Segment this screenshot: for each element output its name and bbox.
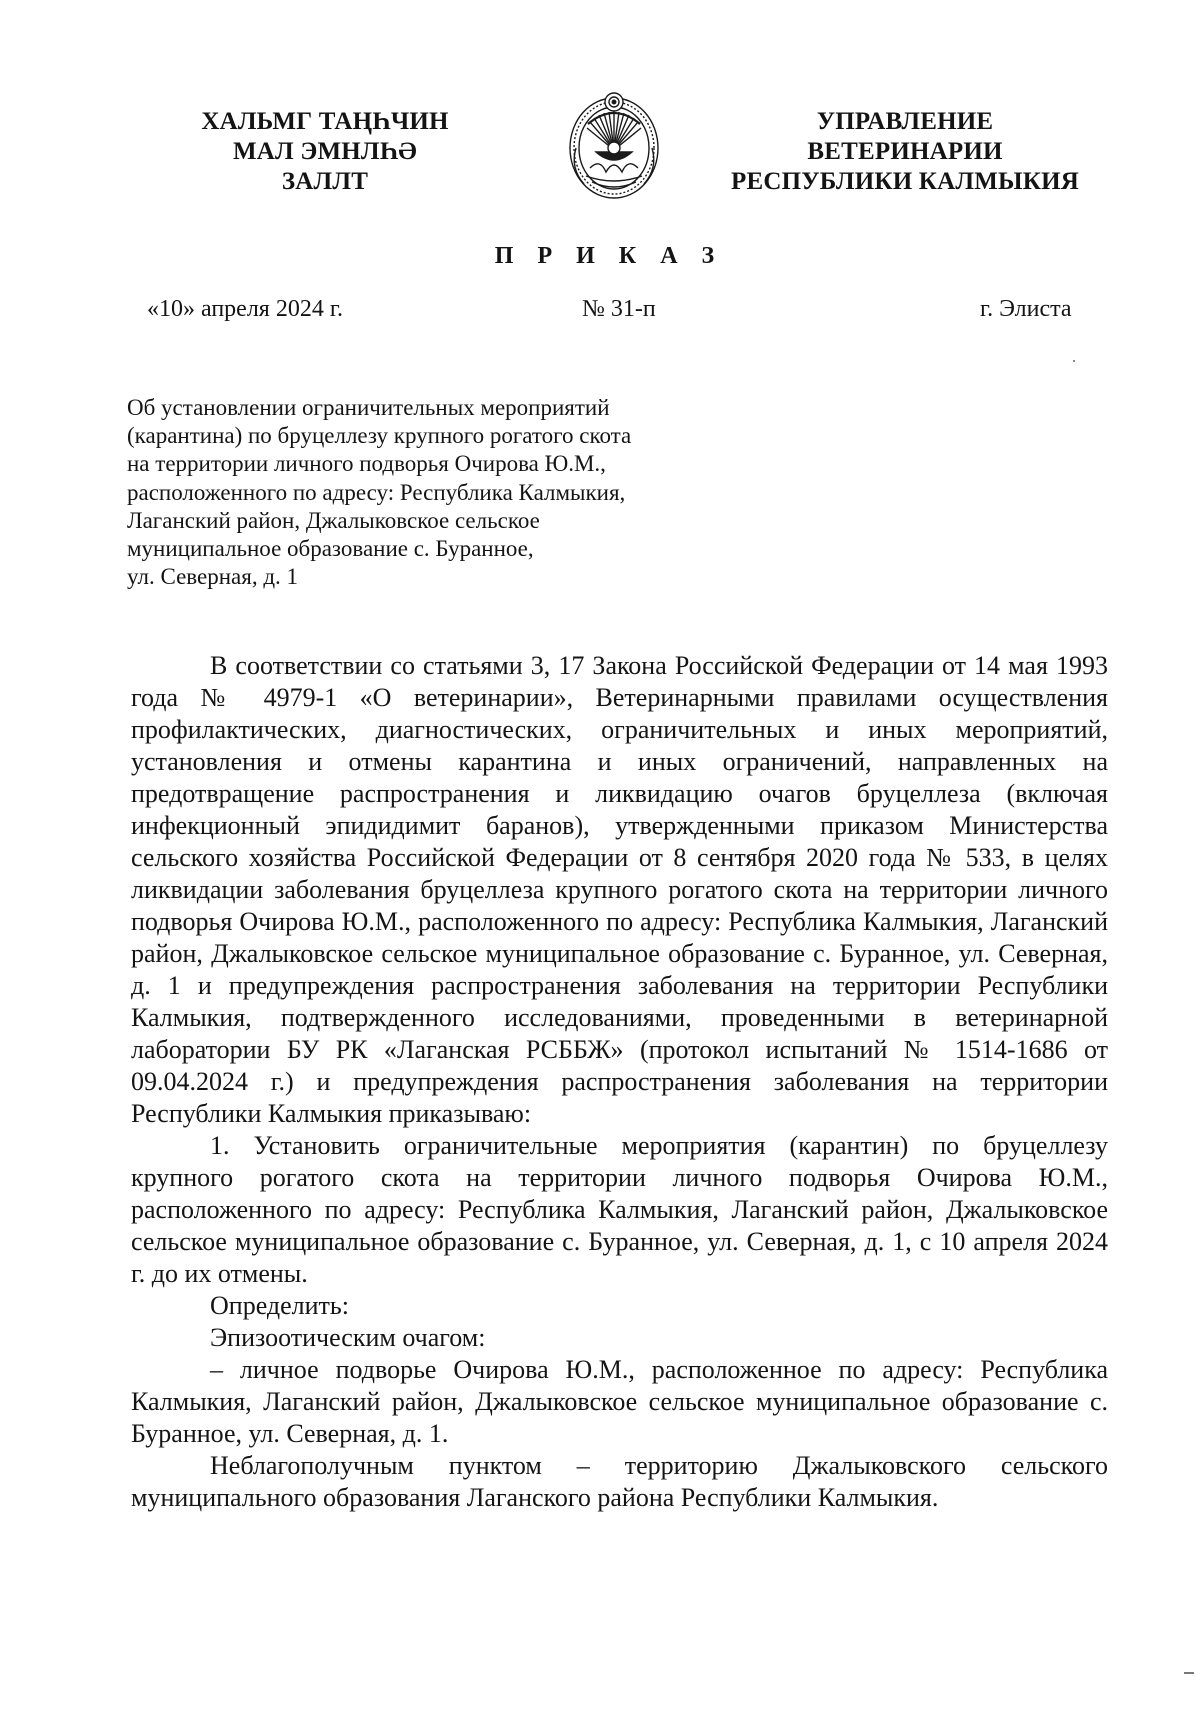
preamble-paragraph: В соответствии со статьями 3, 17 Закона Российской Федерации от 14 мая 1993 года № 4979-1 «О ветеринарии», Ветеринарными правилами осуществления профилактических, диагностических, ограничительных и иных мероприятий, установления и отмены карантина и иных ограничений, направленных на предотвращение распространения и ликвидацию очагов бруцеллеза (включая инфекционный эпидидимит баранов), утвержденными приказом Министерства сельского хозяйства Российской Федерации от 8 сентября 2020 года № 533, в целях ликвидации заболевания бруцеллеза крупного рогатого скота на территории личного подворья Очирова Ю.М., расположенного по адресу: Республика Калмыкия, Лаганский район, Джалыковское сельское муниципальное образование с. Буранное, ул. Северная, д. 1 и предупреждения распространения заболевания на территории Республики Калмыкия, подтвержденного исследованиями, проведенными в ветеринарной лаборатории БУ РК «Лаганская РСББЖ» (протокол испытаний № 1514-1686 от 09.04.2024 г.) и предупреждения распространения заболевания на территории Республики Калмыкия приказываю: xyxy=(131,651,1108,1128)
subject-line: Об установлении ограничительных мероприятий xyxy=(127,395,610,420)
issuer-russian-line: ВЕТЕРИНАРИИ xyxy=(807,138,1003,165)
issuer-name-russian xyxy=(720,107,1090,197)
subject-line: расположенного по адресу: Республика Калмыкия, xyxy=(127,479,626,505)
subject-line: (карантина) по бруцеллезу крупного рогатого скота xyxy=(127,423,632,449)
subject-line: Лаганский район, Джалыковское сельское xyxy=(127,507,540,533)
kalmykia-coat-of-arms-icon xyxy=(560,88,668,204)
subject-line: муниципальное образование с. Буранное, xyxy=(127,536,534,562)
subject-line: ул. Северная, д. 1 xyxy=(127,564,299,590)
unfavorable-point-paragraph: Неблагополучным пунктом – территорию Джалыковского сельского муниципального образования Лаганского района Республики Калмыкия. xyxy=(131,1451,1108,1512)
page-edge-mark xyxy=(1184,1672,1194,1674)
order-date: «10» апреля 2024 г. xyxy=(147,296,343,322)
order-number: № 31-п xyxy=(582,296,656,322)
document-title: П Р И К А З xyxy=(494,243,724,269)
order-city: г. Элиста xyxy=(980,296,1072,322)
order-body xyxy=(131,650,1108,1514)
subject-line: на территории личного подворья Очирова Ю.М., xyxy=(127,451,606,477)
scan-speck xyxy=(1073,360,1075,362)
issuer-name-kalmyk xyxy=(175,107,475,197)
issuer-russian-line: РЕСПУБЛИКИ КАЛМЫКИЯ xyxy=(731,168,1079,195)
order-subject xyxy=(127,394,727,591)
issuer-kalmyk-line: ХАЛЬМГ ТАҢҺЧИН xyxy=(201,108,449,135)
issuer-russian-line: УПРАВЛЕНИЕ xyxy=(816,108,994,135)
focus-heading-paragraph: Эпизоотическим очагом: xyxy=(210,1323,486,1352)
order-item-paragraph: 1. Установить ограничительные мероприятия (карантин) по бруцеллезу крупного рогатого скота на территории личного подворья Очирова Ю.М., расположенного по адресу: Республика Калмыкия, Лаганский район, Джалыковское сельское муниципальное образование с. Буранное, ул. Северная, д. 1, с 10 апреля 2024 г. до их отмены. xyxy=(131,1131,1108,1288)
issuer-kalmyk-line: МАЛ ЭМНЛҺӘ xyxy=(233,138,417,165)
issuer-kalmyk-line: ЗАЛЛТ xyxy=(281,168,369,195)
focus-item-paragraph: – личное подворье Очирова Ю.М., расположенное по адресу: Республика Калмыкия, Лаганский район, Джалыковское сельское муниципальное образование с. Буранное, ул. Северная, д. 1. xyxy=(131,1355,1108,1448)
determine-paragraph: Определить: xyxy=(210,1291,349,1320)
